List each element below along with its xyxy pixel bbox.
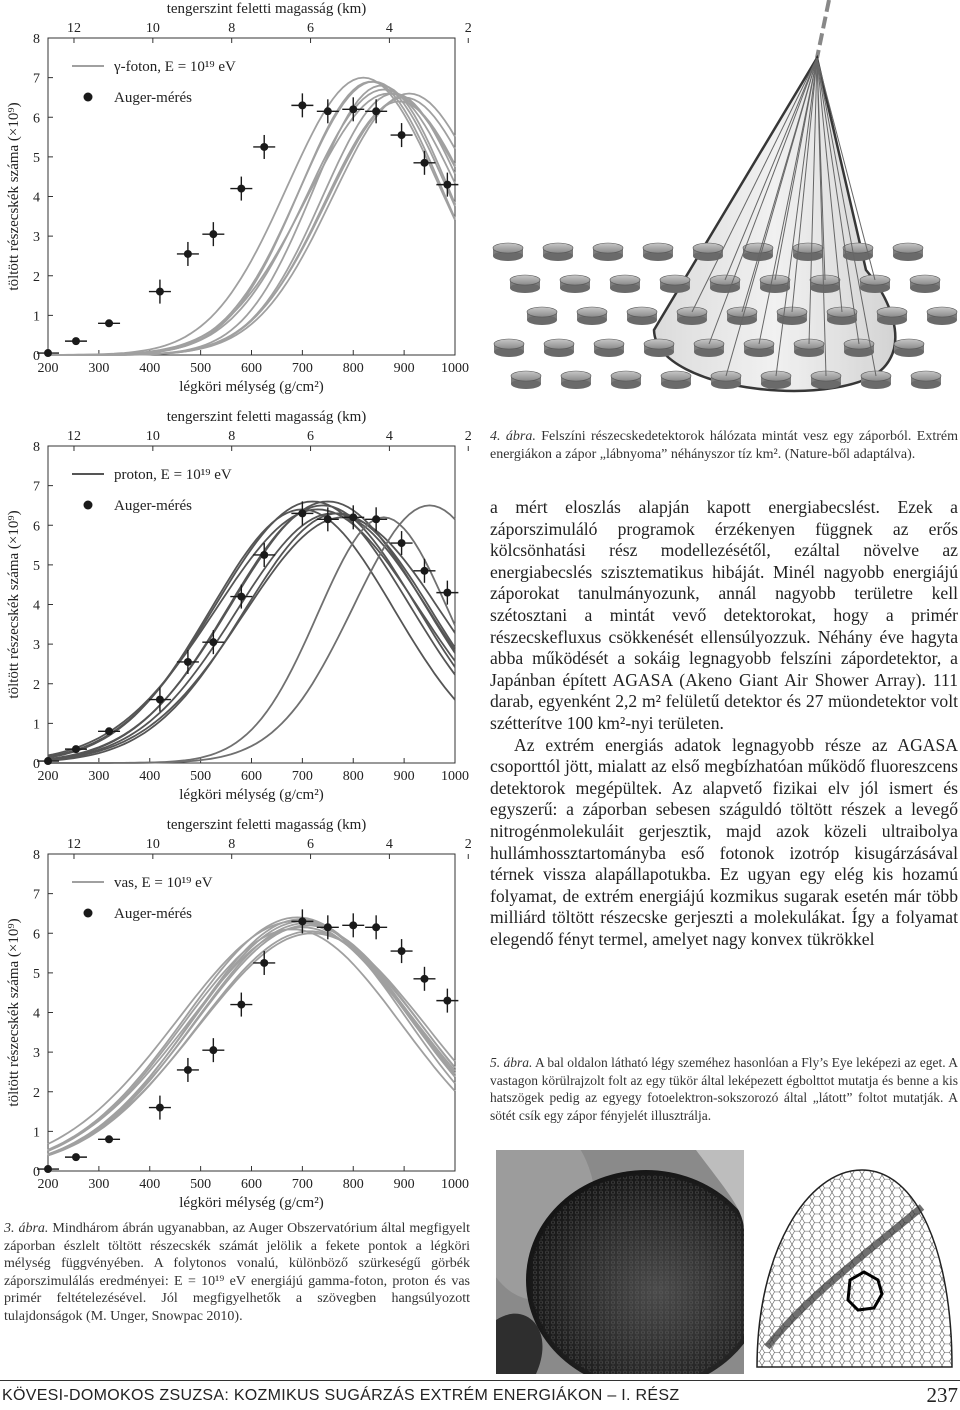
x-tick-label: 200 (37, 361, 59, 376)
top-tick-label: 10 (145, 429, 160, 444)
data-point (443, 181, 451, 189)
x-tick-label: 800 (342, 361, 364, 376)
data-point (324, 107, 332, 115)
top-tick-label: 12 (66, 21, 81, 36)
chart-iron (0, 816, 480, 1224)
detector-puck (677, 307, 707, 325)
plot-frame (48, 38, 455, 355)
auger-points (37, 501, 458, 765)
detector-puck (843, 243, 873, 261)
data-point (443, 589, 451, 597)
fig3-caption-text: Mindhárom ábrán ugyanabban, az Auger Obszervatórium által megfigyelt záporban észlelt töltött részecskék számát jelölik a fekete pontok a légköri mélység függvényében. A folytonos vonalú, különböző szürkeségű görbék záporszimulálás eredményei: E = 10¹⁹ eV energiájú gamma-foton, proton és vas primér feltételezésével. Jól megfigyelhetők a szövegben hangsúlyozott tulajdonságok (M. Unger, Snowpac 2010). (4, 1221, 471, 1324)
simulated-curve (48, 502, 455, 760)
data-point (105, 727, 113, 735)
fig4-caption-label: 4. ábra. (490, 429, 536, 444)
fig3-caption-label: 3. ábra. (4, 1221, 49, 1236)
legend-line-label: vas, E = 10¹⁹ eV (114, 875, 213, 891)
x-axis-label: légköri mélység (g/cm²) (179, 787, 324, 803)
x-tick-label: 1000 (441, 361, 469, 376)
data-point (44, 757, 52, 765)
legend-point-label: Auger-mérés (114, 906, 192, 922)
legend-line-label: proton, E = 10¹⁹ eV (114, 467, 232, 483)
detector-puck (494, 339, 524, 357)
fig5-caption (490, 1054, 958, 1124)
data-point (209, 1046, 217, 1054)
y-tick-label: 3 (33, 230, 40, 246)
flys-eye-dome (752, 1162, 958, 1372)
data-point (44, 349, 52, 357)
legend (72, 59, 236, 106)
top-tick-label: 12 (66, 837, 81, 852)
data-point (260, 551, 268, 559)
data-point (398, 131, 406, 139)
x-tick-label: 500 (190, 361, 212, 376)
data-point (420, 975, 428, 983)
data-point (420, 567, 428, 575)
body-paragraph-2: Az extrém energiás adatok legnagyobb része az AGASA csoporttól jött, mialatt az első megbízhatóan működő fluoreszcens detektorok megépültek. Az alapvető fizikai elv jól ismert és egyszerű: a záporban sebesen száguldó töltött részek a levegő nitrogénmolekuláit gerjesztik, majd azok közeli ultraibolya hullámhossztartományba eső fotonok izotróp kisugárzásával térnek vissza alapállapotukba. Ez ugyan egy elég kis hozamú folyamat, de extrém energiájú kozmikus sugarak esetén már több milliárd töltött részecske gerjeszti a molekulákat. Így a folyamat elegendő fényt termel, amelyet nagy konvex tükrökkel (490, 734, 958, 949)
y-tick-label: 5 (33, 966, 40, 982)
data-point (156, 696, 164, 704)
x-tick-label: 1000 (441, 769, 469, 784)
data-point (237, 185, 245, 193)
detector-puck (643, 243, 673, 261)
top-tick-label: 10 (145, 837, 160, 852)
detector-puck (560, 275, 590, 293)
simulated-curves (48, 502, 455, 764)
top-tick-label: 6 (307, 837, 315, 852)
top-tick-label: 8 (228, 21, 236, 36)
data-point (237, 593, 245, 601)
y-tick-label: 7 (33, 479, 40, 495)
top-tick-label: 6 (307, 429, 315, 444)
x-tick-label: 400 (139, 361, 161, 376)
detector-puck (527, 307, 557, 325)
x-tick-label: 300 (88, 361, 110, 376)
simulated-curve (48, 101, 455, 355)
top-tick-label: 12 (66, 429, 81, 444)
data-point (420, 159, 428, 167)
x-axis-label: légköri mélység (g/cm²) (179, 379, 324, 395)
detector-puck (727, 307, 757, 325)
data-point (184, 250, 192, 258)
top-axis-label: tengerszint feletti magasság (km) (166, 409, 367, 425)
detector-puck (510, 275, 540, 293)
legend-point-swatch (84, 93, 93, 102)
data-point (184, 1066, 192, 1074)
y-tick-label: 7 (33, 71, 40, 87)
simulated-curve (48, 97, 455, 355)
simulated-curve (48, 86, 455, 355)
legend-line-label: γ-foton, E = 10¹⁹ eV (114, 59, 236, 75)
y-tick-label: 1 (33, 309, 40, 325)
fig5-caption-label: 5. ábra. (490, 1055, 533, 1070)
data-point (324, 923, 332, 931)
simulated-curve (48, 94, 455, 356)
simulated-curve (48, 90, 455, 356)
simulated-curves (48, 917, 455, 1155)
y-axis-label: töltött részecskék száma (×10⁹) (6, 102, 22, 291)
simulated-curve (48, 923, 455, 1155)
page-footer (0, 1380, 960, 1407)
detector-puck (594, 339, 624, 357)
y-tick-label: 6 (33, 111, 40, 127)
y-tick-label: 3 (33, 1046, 40, 1062)
y-tick-label: 2 (33, 677, 40, 693)
simulated-curve (48, 94, 455, 356)
y-tick-label: 8 (33, 440, 40, 455)
data-point (72, 745, 80, 753)
y-tick-label: 8 (33, 32, 40, 47)
data-point (260, 143, 268, 151)
x-tick-label: 900 (393, 769, 415, 784)
fig4-caption (490, 428, 958, 464)
data-point (349, 513, 357, 521)
simulated-curve (48, 502, 455, 757)
detector-puck (910, 275, 940, 293)
y-tick-label: 6 (33, 927, 40, 943)
detector-puck (860, 275, 890, 293)
detector-puck (561, 371, 591, 389)
body-paragraph-1: a mért eloszlás alapján kapott energiabecslést. Ezek a záporszimuláló programok érzékenyen függnek az erős kölcsönhatási rész modellezésétől, ezáltal növelve az energiabecslés szisztematikus hibáját. Minél nagyobb energiájú záporokat tanulmányozunk, annál nagyobb területre kell szétosztani a mintát vevő detektorokat, hogy a primér részecskefluxus csökkenését ellensúlyozzuk. Néhány éve hagyta abba működését a sokáig legnagyobb felszíni zápordetektor, a Japánban épített AGASA (Akeno Giant Air Shower Array). 111 darab, egyenként 2,2 m² felületű detektor és 27 müondetektor volt szétterítve 100 km²-nyi területen. (490, 497, 958, 733)
data-point (156, 288, 164, 296)
detector-puck (661, 371, 691, 389)
simulated-curves (48, 78, 455, 355)
detector-puck (493, 243, 523, 261)
x-tick-label: 600 (241, 769, 262, 784)
simulated-curve (48, 82, 455, 355)
y-tick-label: 6 (33, 519, 40, 535)
x-tick-label: 900 (393, 361, 415, 376)
simulated-curve (48, 505, 455, 763)
body-text (490, 497, 958, 950)
data-point (260, 959, 268, 967)
fig5-caption-text: A bal oldalon látható légy szeméhez hasonlóan a Fly’s Eye leképezi az eget. A vastagon körülrajzolt folt az egy tükör által leképezett égbolttot mutatja és benne a kis hatszögek pedig az egyegy fotoelektron-sokszorozó által „látott” foltot mutatják. A sötét csík egy zápor fényjelét illusztrálja. (490, 1055, 958, 1123)
y-tick-label: 8 (33, 848, 40, 863)
detector-puck (644, 339, 674, 357)
detector-puck (893, 243, 923, 261)
detector-puck (610, 275, 640, 293)
x-tick-label: 300 (88, 769, 110, 784)
chart-proton-svg (0, 408, 480, 816)
data-point (372, 923, 380, 931)
x-tick-label: 200 (37, 769, 59, 784)
x-axis-label: légköri mélység (g/cm²) (179, 1195, 324, 1211)
detector-puck (927, 307, 957, 325)
y-tick-label: 0 (33, 1165, 40, 1180)
top-tick-label: 2 (464, 837, 472, 852)
fig4-detector-illustration (486, 0, 960, 420)
data-point (184, 658, 192, 666)
legend (72, 467, 232, 514)
simulated-curve (48, 94, 455, 356)
page-number: 237 (926, 1383, 958, 1407)
y-tick-label: 0 (33, 757, 40, 772)
running-title: KÖVESI-DOMOKOS ZSUZSA: KOZMIKUS SUGÁRZÁS EXTRÉM ENERGIÁKON – I. RÉSZ (2, 1387, 680, 1404)
fig3-caption (4, 1220, 470, 1326)
x-tick-label: 400 (139, 769, 161, 784)
x-tick-label: 500 (190, 769, 212, 784)
data-point (72, 337, 80, 345)
data-point (298, 509, 306, 517)
simulated-curve (48, 78, 455, 355)
legend (72, 875, 213, 922)
x-tick-label: 800 (342, 769, 364, 784)
top-axis-label: tengerszint feletti magasság (km) (166, 817, 367, 833)
data-point (44, 1165, 52, 1173)
legend-point-swatch (84, 501, 93, 510)
auger-points (37, 93, 458, 357)
top-tick-label: 6 (307, 21, 315, 36)
plot-frame (48, 446, 455, 763)
detector-puck (577, 307, 607, 325)
data-point (156, 1104, 164, 1112)
legend-point-swatch (84, 909, 93, 918)
data-point (324, 515, 332, 523)
top-tick-label: 8 (228, 837, 236, 852)
detector-puck (611, 371, 641, 389)
top-tick-label: 8 (228, 429, 236, 444)
top-axis-label: tengerszint feletti magasság (km) (166, 1, 367, 17)
legend-point-label: Auger-mérés (114, 498, 192, 514)
y-tick-label: 3 (33, 638, 40, 654)
top-tick-label: 10 (145, 21, 160, 36)
detector-puck (544, 339, 574, 357)
y-tick-label: 5 (33, 150, 40, 166)
x-tick-label: 600 (241, 361, 262, 376)
x-tick-label: 600 (241, 1177, 262, 1192)
y-tick-label: 7 (33, 887, 40, 903)
legend-point-label: Auger-mérés (114, 90, 192, 106)
chart-iron-svg (0, 816, 480, 1224)
data-point (237, 1001, 245, 1009)
detector-puck (593, 243, 623, 261)
data-point (105, 319, 113, 327)
chart-gamma (0, 0, 480, 408)
detector-puck (543, 243, 573, 261)
data-point (443, 997, 451, 1005)
x-tick-label: 800 (342, 1177, 364, 1192)
detector-puck (711, 371, 741, 389)
detector-puck (511, 371, 541, 389)
detector-puck (710, 275, 740, 293)
data-point (298, 917, 306, 925)
detector-puck (660, 275, 690, 293)
x-tick-label: 1000 (441, 1177, 469, 1192)
x-tick-label: 900 (393, 1177, 415, 1192)
data-point (349, 105, 357, 113)
data-point (298, 101, 306, 109)
detector-puck (627, 307, 657, 325)
top-tick-label: 4 (385, 21, 393, 36)
y-tick-label: 0 (33, 349, 40, 364)
x-tick-label: 700 (291, 769, 313, 784)
detector-puck (911, 371, 941, 389)
top-tick-label: 4 (385, 429, 393, 444)
y-tick-label: 4 (33, 1006, 40, 1022)
data-point (209, 638, 217, 646)
data-point (349, 921, 357, 929)
top-tick-label: 4 (385, 837, 393, 852)
fig4-caption-text: Felszíni részecskedetektorok hálózata mintát vesz egy záporból. Extrém energiákon a zápor „lábnyoma” néhányszor tíz km². (Nature-ből adaptálva). (490, 429, 959, 462)
y-tick-label: 2 (33, 1085, 40, 1101)
y-tick-label: 5 (33, 558, 40, 574)
data-point (209, 230, 217, 238)
chart-gamma-svg (0, 0, 480, 408)
x-tick-label: 200 (37, 1177, 59, 1192)
data-point (398, 539, 406, 547)
detector-puck (694, 339, 724, 357)
x-tick-label: 400 (139, 1177, 161, 1192)
x-tick-label: 300 (88, 1177, 110, 1192)
y-axis-label: töltött részecskék száma (×10⁹) (6, 510, 22, 699)
simulated-curve (48, 82, 455, 355)
simulated-curve (48, 513, 455, 760)
detector-puck (877, 307, 907, 325)
y-tick-label: 1 (33, 717, 40, 733)
x-tick-label: 700 (291, 1177, 313, 1192)
data-point (372, 107, 380, 115)
data-point (72, 1153, 80, 1161)
fly-eye-photo (496, 1150, 744, 1374)
top-tick-label: 2 (464, 429, 472, 444)
x-tick-label: 700 (291, 361, 313, 376)
chart-proton (0, 408, 480, 816)
top-tick-label: 2 (464, 21, 472, 36)
y-axis-label: töltött részecskék száma (×10⁹) (6, 918, 22, 1107)
y-tick-label: 1 (33, 1125, 40, 1141)
data-point (398, 947, 406, 955)
x-tick-label: 500 (190, 1177, 212, 1192)
data-point (105, 1135, 113, 1143)
data-point (372, 515, 380, 523)
y-tick-label: 4 (33, 598, 40, 614)
y-tick-label: 2 (33, 269, 40, 285)
y-tick-label: 4 (33, 190, 40, 206)
detector-puck (894, 339, 924, 357)
